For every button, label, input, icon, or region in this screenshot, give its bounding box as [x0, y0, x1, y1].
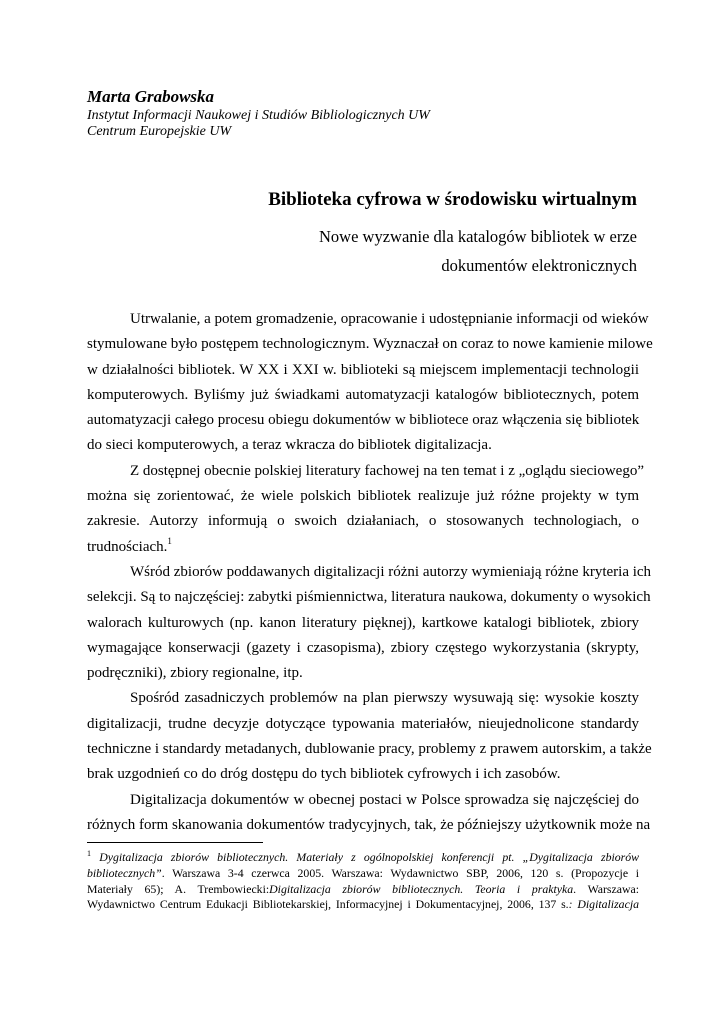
text-line: Spośród zasadniczych problemów na plan pierwszy wysuwają się: wysokie koszty [130, 690, 639, 707]
footnote-marker: 1 [87, 849, 91, 858]
text-line: zakresie. Autorzy informują o swoich działaniach, o stosowanych technologiach, o [87, 513, 639, 530]
text-line: Digitalizacja dokumentów w obecnej postaci w Polsce sprowadza się najczęściej do [130, 791, 639, 808]
footnote-separator [87, 842, 263, 843]
text-line: podręczniki), zbiory regionalne, itp. [87, 665, 303, 682]
footnote-text: Wydawnictwo Centrum Edukacji Bibliotekarskiej, Informacyjnej i Dokumentacyjnej, 2006, 137 s. [87, 897, 569, 912]
text-line: selekcji. Są to najczęściej: zabytki piśmiennictwa, literatura naukowa, dokumenty o wysokich [87, 589, 651, 606]
text-line: brak uzgodnień co do dróg dostępu do tych bibliotek cyfrowych i ich zasobów. [87, 766, 561, 783]
footnote-text: : Digitalizacja [568, 897, 639, 912]
footnote-line [87, 866, 639, 882]
text-line: stymulowane było postępem technologicznym. Wyznaczał on coraz to nowe kamienie milowe [87, 336, 653, 353]
text-line: Wśród zbiorów poddawanych digitalizacji różni autorzy wymieniają różne kryteria ich [130, 563, 652, 580]
footnote-text: Dygitalizacja zbiorów bibliotecznych. Materiały z ogólnopolskiej konferencji pt. „Dygitalizacja zbiorów [99, 850, 639, 864]
footnote [87, 850, 639, 913]
text-line: różnych form skanowania dokumentów tradycyjnych, tak, że późniejszy użytkownik może na [87, 816, 651, 833]
footnote-text: Digitalizacja zbiorów bibliotecznych. Teoria i praktyka [269, 881, 574, 896]
text-line: Z dostępnej obecnie polskiej literatury fachowej na ten temat i z „oglądu sieciowego” [130, 462, 644, 479]
footnote-line [87, 850, 639, 866]
text-line: techniczne i standardy metadanych, dublowanie pracy, problemy z prawem autorskim, a także [87, 741, 652, 758]
text-line: wymagające konserwacji (gazety i czasopisma), zbiory częstego wykorzystania (skrypty, [87, 639, 639, 656]
footnote-reference[interactable]: 1 [167, 535, 172, 546]
text-line: do sieci komputerowych, a teraz wkracza do bibliotek digitalizacja. [87, 437, 492, 454]
author-affiliation: Instytut Informacji Naukowej i Studiów Bibliologicznych UW [87, 108, 430, 123]
footnote-text: Materiały 65); A. Trembowiecki: [87, 881, 270, 896]
author-affiliation: Centrum Europejskie UW [87, 124, 232, 139]
article-subtitle: Nowe wyzwanie dla katalogów bibliotek w erze [319, 227, 637, 246]
text-line: Utrwalanie, a potem gromadzenie, opracowanie i udostępnianie informacji od wieków [130, 311, 649, 327]
text-line: walorach kulturowych (np. kanon literatury pięknej), kartkowe katalogi bibliotek, zbiory [87, 614, 639, 631]
text-line: komputerowych. Byliśmy już świadkami automatyzacji katalogów bibliotecznych, potem [87, 386, 639, 403]
footnote-text: . Warszawa 3-4 czerwca 2005. Warszawa: Wydawnictwo SBP, 2006, 120 s. (Propozycje i [161, 865, 639, 880]
text-line: digitalizacji, trudne decyzje dotyczące typowania materiałów, nieujednolicone standardy [87, 715, 639, 732]
text-line: w działalności bibliotek. W XX i XXI w. biblioteki są miejscem implementacji technologii [87, 361, 639, 378]
footnote-line [87, 882, 639, 898]
author-name: Marta Grabowska [87, 87, 215, 106]
article-body [87, 307, 653, 838]
footnote-text: . Warszawa: [573, 881, 640, 896]
footnote-line [87, 897, 639, 913]
article-title: Biblioteka cyfrowa w środowisku wirtualnym [268, 189, 637, 210]
article-subtitle: dokumentów elektronicznych [441, 256, 637, 275]
text-line: można się zorientować, że wiele polskich bibliotek realizuje już różne projekty w tym [87, 488, 639, 505]
text-line [87, 535, 639, 560]
footnote-text: bibliotecznych” [87, 865, 162, 880]
text-line: automatyzacji całego procesu obiegu dokumentów w bibliotece oraz włączenia się bibliotek [87, 412, 640, 429]
text-fragment: trudnościach. [87, 538, 168, 555]
